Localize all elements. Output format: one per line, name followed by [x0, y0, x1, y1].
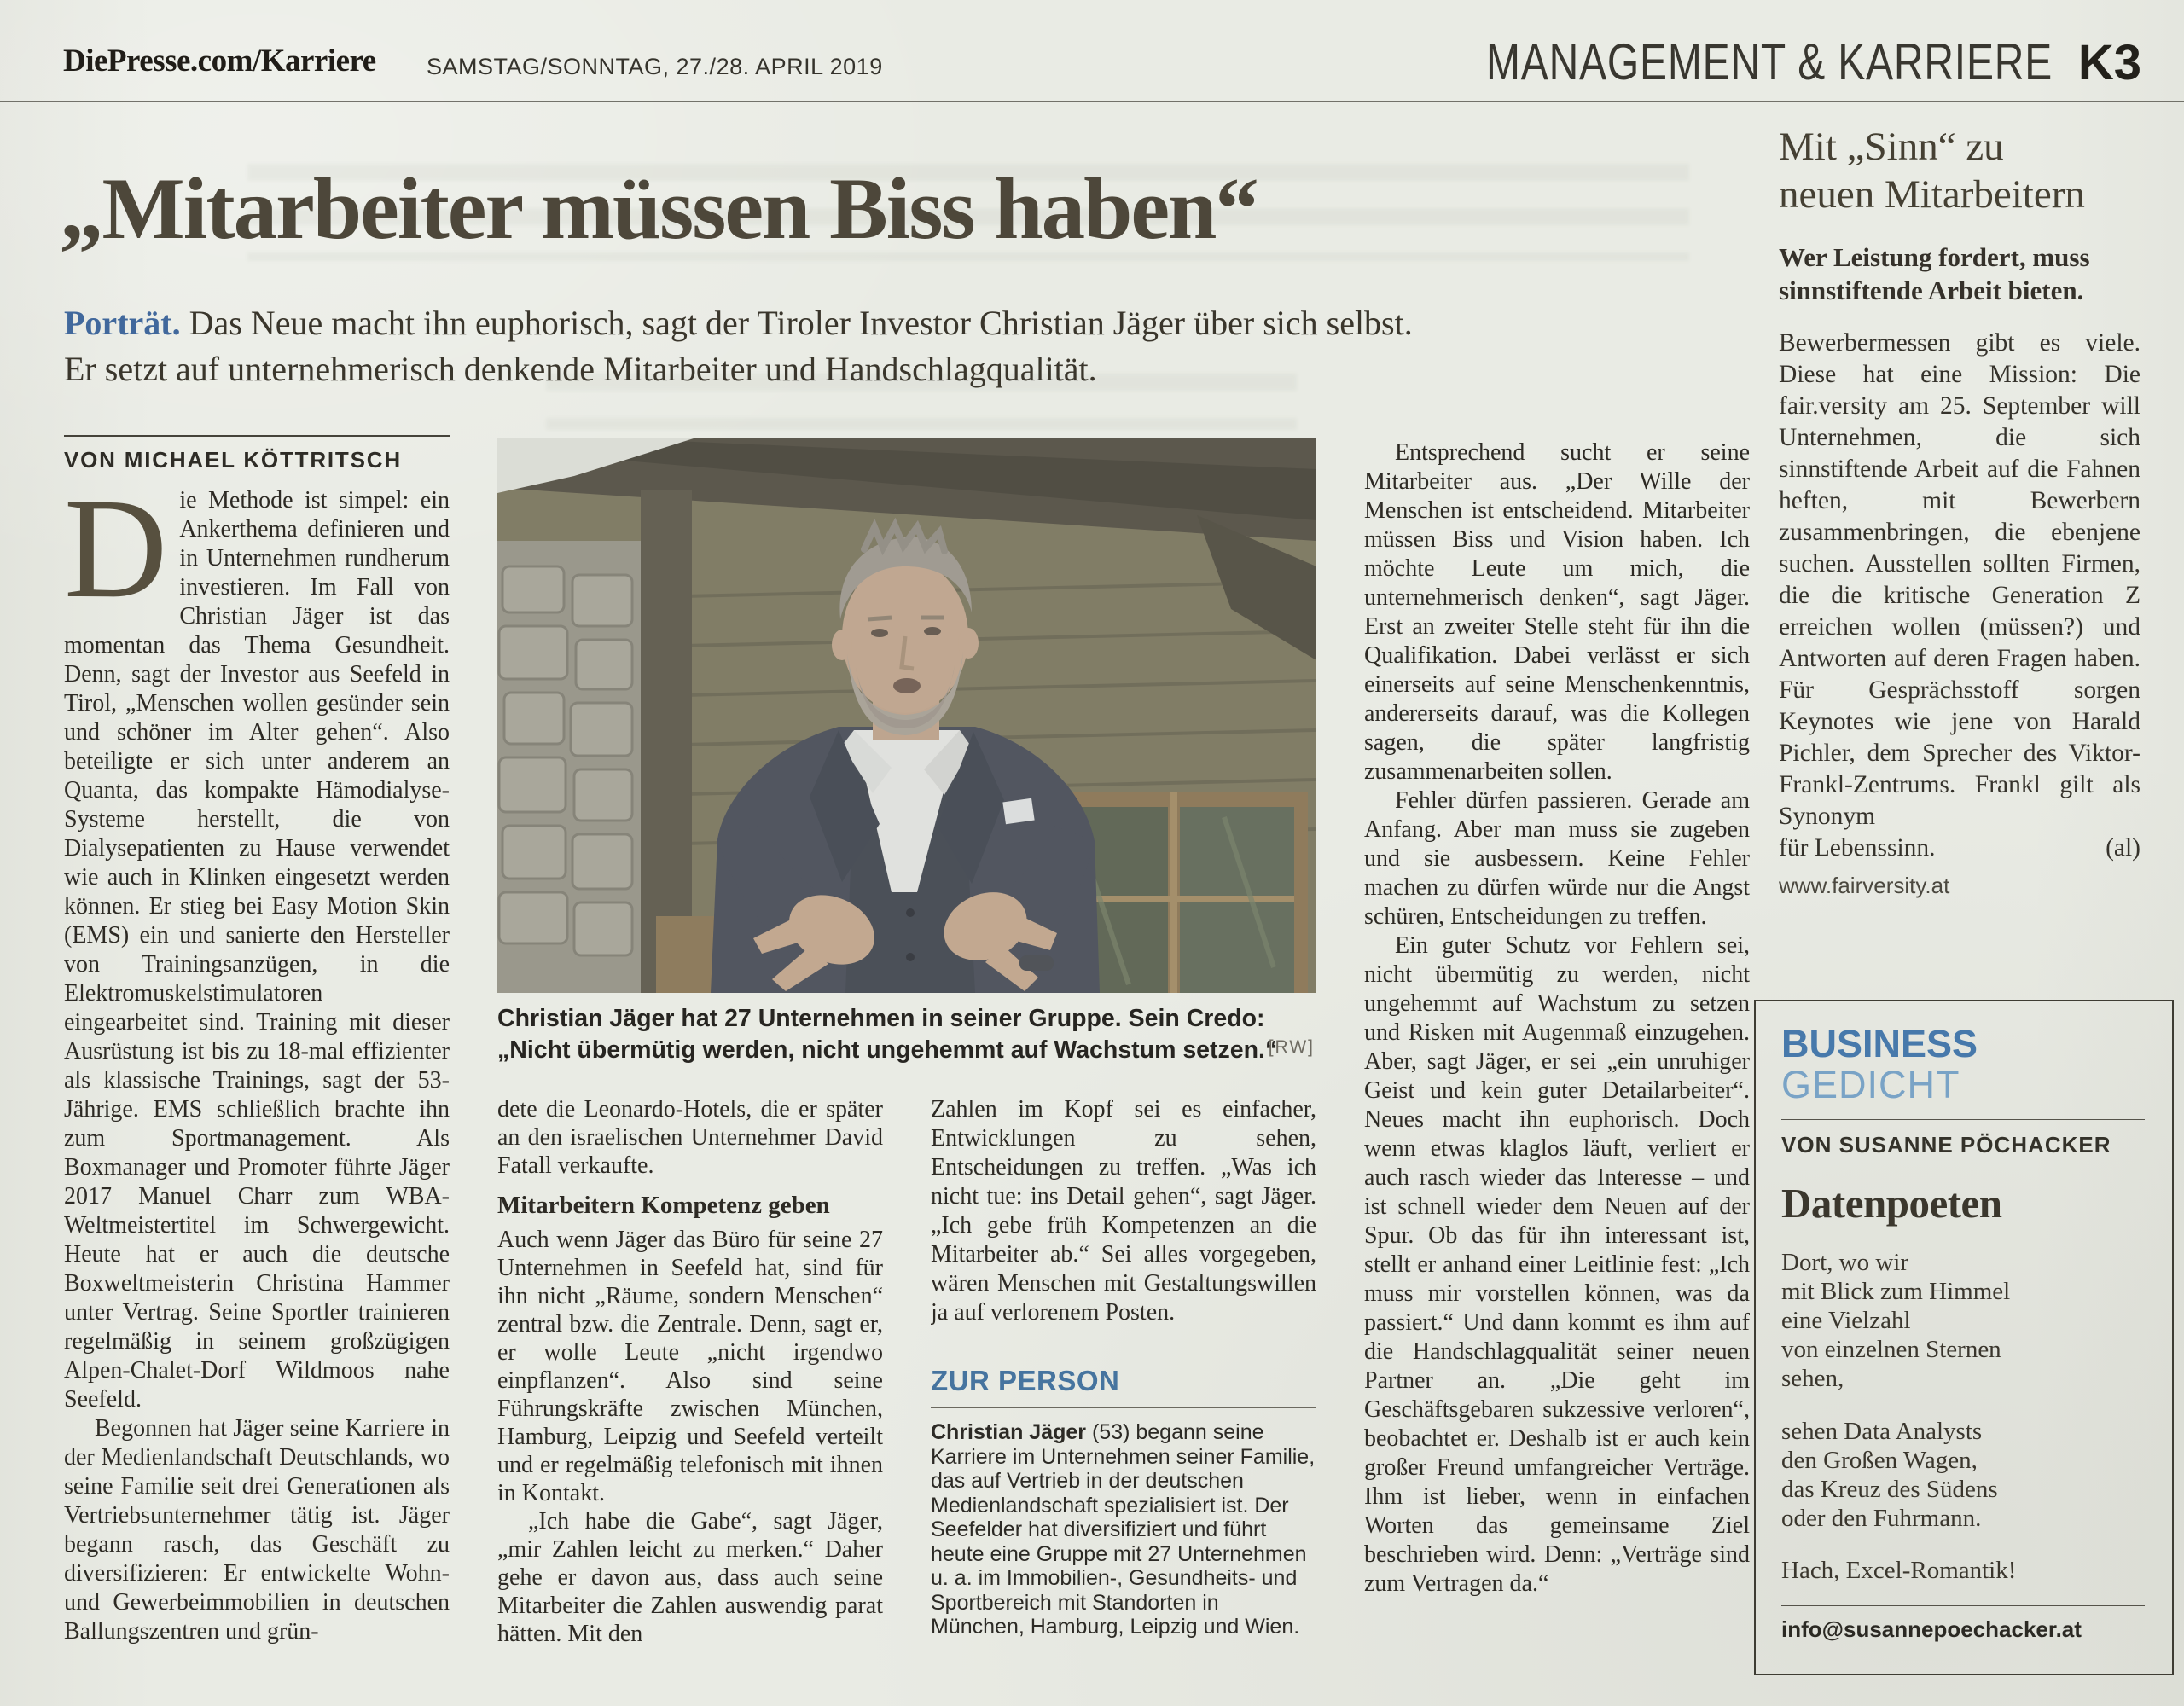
poem-line: oder den Fuhrmann.	[1781, 1505, 1982, 1532]
section-header	[1345, 32, 2141, 91]
article-column-1	[64, 486, 450, 1703]
poem-line: von einzelnen Sternen	[1781, 1336, 2001, 1363]
chalet-portrait-illustration	[497, 438, 1316, 993]
article-paragraph: Ein guter Schutz vor Fehlern sei, nicht übermütig zu werden, nicht ungehemmt auf Wachstum zu setzen und Risken mit Augenmaß einzugehen. Aber, sagt Jäger, er sei „ein unruhiger Geist und kein guter Detailarbeiter“. Neues macht ihn euphorisch. Doch wenn etwas klaglos läuft, verliert er auch rasch wieder das Interesse – und ist schnell wieder dem Neuen auf der Spur. Ob das für ihn interessant ist, stellt er anhand einer Leitlinie fest: „Ich muss mir vorstellen können, was da passiert.“ Und dann kommt es ihm auf die Handschlagqualität seiner neuen Partner an. „Die geht im Geschäftsgebaren sukzessive verloren“, beobachtet er. Deshalb ist er auch kein großer Freund umfangreicher Verträge. Ihm ist lieber, wenn in einfachen Worten das gemeinsame Ziel beschrieben wird. Denn: „Verträge sind zum Vertragen da.“	[1364, 932, 1750, 1597]
poem-box-title-line1: BUSINESS	[1781, 1022, 1978, 1065]
poem-line: Dort, wo wir	[1781, 1249, 1909, 1276]
sidebar-author-credit: (al)	[2106, 834, 2140, 862]
article-paragraph: Fehler dürfen passieren. Gerade am Anfang. Aber man muss sie zugeben und sie ausbessern. Keine Fehler machen zu dürfen würde nur die Angst schüren, Entscheidungen zu treffen.	[1364, 787, 1750, 930]
article-paragraph: Die Methode ist simpel: ein Ankerthema definieren und in Unternehmen rundherum investieren. Im Fall von Christian Jäger ist das momentan das Thema Gesundheit. Denn, sagt der Investor aus Seefeld in Tirol, „Menschen wollen gesünder sein und schöner im Alter gehen“. Also beteiligte er sich unter anderem an Quanta, das kompakte Hämodialyse-Systeme herstellt, die von Dialysepatienten zu Hause verwendet wie auch in Klinken eingesetzt werden können. Er stieg bei Easy Motion Skin (EMS) ein und sanierte den Hersteller von Trainingsanzügen, in die Elektromuskelstimulatoren eingearbeitet sind. Training mit dieser Ausrüstung ist bis zu 18-mal effizienter als klassische Trainings, sagt der 53-Jährige. EMS schließlich brachte ihn zum Sportmanagement. Als Boxmanager und Promoter führte Jäger 2017 Manuel Charr zum WBA-Weltmeistertitel im Schwergewicht. Heute hat er auch die deutsche Boxweltmeisterin Christina Hammer unter Vertrag. Seine Sportler trainieren regelmäßig in seinem großzügigen Alpen-Chalet-Dorf Wildmoos nahe Seefeld.	[64, 486, 450, 1413]
article-kicker: Porträt.	[64, 304, 181, 342]
article-photo	[497, 438, 1316, 993]
poem-stanza-2	[1781, 1417, 2145, 1533]
masthead-url: DiePresse.com/Karriere	[63, 44, 376, 78]
article-paragraph: dete die Leonardo-Hotels, die er später an den israelischen Unternehmer David Fatall verkaufte.	[497, 1096, 883, 1179]
poem-box-divider	[1781, 1119, 2145, 1120]
poem-line: das Kreuz des Südens	[1781, 1476, 1998, 1503]
zur-person-box	[931, 1365, 1316, 1639]
poem-box-title-line2: GEDICHT	[1781, 1063, 1960, 1106]
sidebar-body: Bewerbermessen gibt es viele. Diese hat eine Mission: Die fair.versity am 25. September will Unternehmen, die sich sinnstiftende Arbeit auf die Fahnen heften, mit Bewerbern zusammenbringen, die ebenjene suchen. Ausstellen sollten Firmen, die die kritische Generation Z erreichen wollen (müssen?) und Antworten auf deren Fragen haben. Für Gesprächsstoff sorgen Keynotes wie jene von Harald Pichler, dem Sprecher des Viktor-Frankl-Zentrums. Frankl gilt als Synonym	[1779, 329, 2140, 830]
article-paragraph: Auch wenn Jäger das Büro für seine 27 Unternehmen in Seefeld hat, sind für ihn nicht „Räume, sondern Menschen“ zentral bzw. die Zentrale. Denn, sagt er, er wolle Leute „nicht irgendwo einpflanzen“. Also sind seine Führungskräfte zwischen München, Hamburg, Leipzig und Seefeld verteilt und er regelmäßig telefonisch mit ihnen in Kontakt.	[497, 1227, 883, 1506]
header-divider	[0, 101, 2184, 102]
poem-author-email[interactable]: info@susannepoechacker.at	[1781, 1616, 2082, 1642]
zur-person-title: ZUR PERSON	[931, 1365, 1120, 1396]
poem-line: mit Blick zum Himmel	[1781, 1278, 2011, 1305]
issue-date: SAMSTAG/SONNTAG, 27./28. APRIL 2019	[427, 54, 883, 79]
article-column-2	[497, 1095, 883, 1704]
article-headline: „Mitarbeiter müssen Biss haben“	[60, 160, 1258, 258]
poem-stanza-1	[1781, 1248, 2145, 1393]
poem-line: eine Vielzahl	[1781, 1307, 1911, 1334]
poem-byline: VON SUSANNE PÖCHACKER	[1781, 1132, 2111, 1158]
article-subhead: Mitarbeitern Kompetenz geben	[497, 1192, 830, 1219]
zur-person-divider	[931, 1407, 1316, 1408]
article-paragraph: „Ich habe die Gabe“, sagt Jäger, „mir Zahlen leicht zu merken.“ Daher gehe er davon aus, dass auch seine Mitarbeiter die Zahlen auswendig parat hätten. Mit den	[497, 1508, 883, 1647]
article-paragraph: Entsprechend sucht er seine Mitarbeiter aus. „Der Wille der Menschen ist entscheidend. Mitarbeiter müssen Biss und Vision haben. Ich möchte Leute um mich, die unternehmerisch denken“, sagt Jäger. Erst an zweiter Stelle steht für ihn die Qualifikation. Dabei verlässt er sich einerseits auf seine Menschenkenntnis, andererseits darauf, was die Kollegen sagen, die später langfristig zusammenarbeiten sollen.	[1364, 439, 1750, 785]
photo-credit: [RW]	[1268, 1037, 1315, 1057]
drop-cap: D	[64, 486, 168, 628]
sidebar-article	[1779, 123, 2140, 899]
person-name: Christian Jäger	[931, 1420, 1087, 1444]
sidebar-headline: Mit „Sinn“ zu neuen Mitarbeitern	[1779, 125, 2085, 217]
author-byline: VON MICHAEL KÖTTRITSCH	[64, 447, 402, 473]
article-paragraph: Zahlen im Kopf sei es einfacher, Entwicklungen zu sehen, Entscheidungen zu treffen. „Was ich nicht tue: ins Detail gehen“, sagt Jäger. „Ich gebe früh Kompetenzen an die Mitarbeiter ab.“ Sei alles vorgegeben, wären Menschen mit Gestaltungswillen ja auf verlorenem Posten.	[931, 1096, 1316, 1326]
poem-line: sehen Data Analysts	[1781, 1418, 1983, 1445]
zur-person-text: Christian Jäger (53) begann seine Karriere im Unternehmen seiner Familie, das auf Vertrieb in der deutschen Medienlandschaft spezialisiert ist. Der Seefelder hat diversifiziert und führt heute eine Gruppe mit 27 Unternehmen u. a. im Immobilien-, Gesundheits- und Sportbereich mit Standorten in München, Hamburg, Leipzig und Wien.	[931, 1420, 1316, 1639]
poem-line: sehen,	[1781, 1365, 1844, 1392]
poem-closing-line: Hach, Excel-Romantik!	[1781, 1557, 2017, 1584]
article-lead	[64, 300, 1429, 392]
byline-rule	[64, 435, 450, 437]
poem-line: den Großen Wagen,	[1781, 1447, 1978, 1474]
article-column-3	[931, 1095, 1316, 1361]
article-lead-text: Das Neue macht ihn euphorisch, sagt der Tiroler Investor Christian Jäger über sich selbst. Er setzt auf unternehmerisch denkende Mitarbeiter und Handschlagqualität.	[64, 304, 1413, 388]
sidebar-last-line	[1779, 833, 2140, 864]
section-title: MANAGEMENT & KARRIERE	[1485, 33, 2053, 90]
poem-title: Datenpoeten	[1781, 1180, 2002, 1227]
sidebar-link[interactable]: www.fairversity.at	[1779, 873, 1950, 898]
sidebar-lead: Wer Leistung fordert, muss sinnstiftende Arbeit bieten.	[1779, 242, 2090, 305]
article-paragraph: Begonnen hat Jäger seine Karriere in der Medienlandschaft Deutschlands, wo seine Familie seit drei Generationen als Vertriebsunternehmer tätig ist. Jäger begann rasch, das Geschäft zu diversifizieren: Er entwickelte Wohn- und Gewerbeimmobilien in deutschen Ballungszentren und grün-	[64, 1415, 450, 1645]
photo-caption: Christian Jäger hat 27 Unternehmen in seiner Gruppe. Sein Credo: „Nicht übermütig werden, nicht ungehemmt auf Wachstum setzen.“ [RW]	[497, 1005, 1315, 1064]
sidebar-last-text: für Lebenssinn.	[1779, 834, 1936, 862]
poem-box-divider-bottom	[1781, 1605, 2145, 1606]
page-number: K3	[2077, 35, 2141, 90]
article-column-4	[1364, 438, 1750, 1703]
business-poem-box	[1754, 1000, 2174, 1675]
